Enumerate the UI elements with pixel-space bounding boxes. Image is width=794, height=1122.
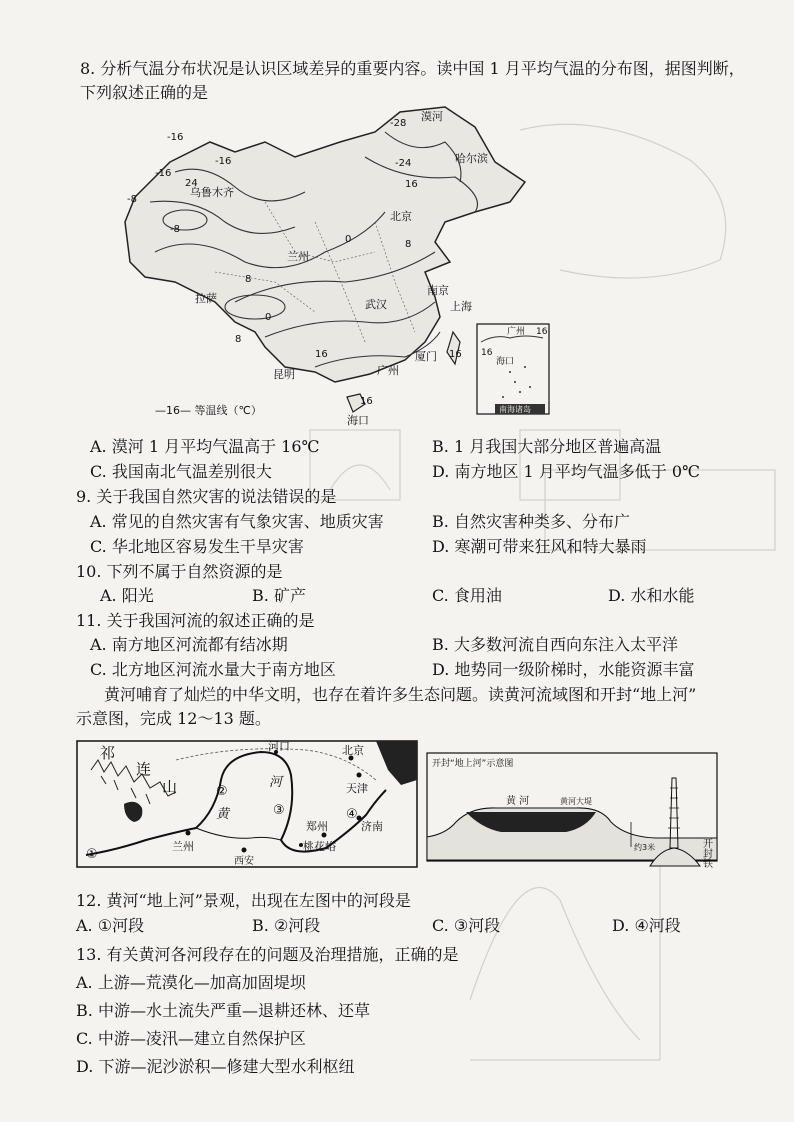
isotherm-value: -8 bbox=[127, 194, 137, 205]
option-text: 常见的自然灾害有气象灾害、地质灾害 bbox=[111, 512, 384, 531]
option-text: ②河段 bbox=[273, 916, 321, 935]
q8-option-d[interactable] bbox=[432, 461, 700, 483]
river-label: 黄 河 bbox=[506, 796, 530, 807]
q10-option-c[interactable] bbox=[432, 585, 502, 607]
city-label: 兰州 bbox=[287, 250, 309, 263]
option-letter: C. bbox=[76, 1029, 93, 1048]
option-text: 我国南北气温差别很大 bbox=[111, 462, 272, 481]
map-label: 祁 bbox=[100, 744, 116, 762]
option-text: 下游—泥沙淤积—修建大型水利枢纽 bbox=[98, 1057, 355, 1076]
map-label: 河口 bbox=[268, 740, 290, 753]
option-letter: C. bbox=[90, 462, 107, 481]
isotherm-value: -16 bbox=[167, 132, 184, 143]
option-letter: B. bbox=[252, 586, 269, 605]
option-letter: B. bbox=[432, 635, 449, 654]
isotherm-value: 8 bbox=[235, 334, 242, 345]
option-text: 华北地区容易发生干旱灾害 bbox=[111, 537, 304, 556]
svg-text:广州: 广州 bbox=[507, 327, 526, 337]
city-label: 厦门 bbox=[415, 350, 437, 363]
q11-option-b[interactable] bbox=[432, 634, 678, 656]
option-letter: C. bbox=[432, 586, 449, 605]
option-text: 南方地区 1 月平均气温多低于 0℃ bbox=[454, 462, 700, 481]
q11-option-c[interactable] bbox=[90, 659, 336, 681]
map-label: 连 bbox=[136, 760, 152, 778]
option-letter: D. bbox=[76, 1057, 94, 1076]
option-letter: A. bbox=[76, 973, 93, 992]
option-letter: B. bbox=[76, 1001, 93, 1020]
isotherm-value: 16 bbox=[360, 396, 373, 407]
isotherm-value: 16 bbox=[315, 349, 328, 360]
svg-text:南海诸岛: 南海诸岛 bbox=[499, 405, 531, 414]
q10-stem: 10. 下列不属于自然资源的是 bbox=[76, 562, 283, 581]
q10-option-a[interactable] bbox=[100, 585, 154, 607]
diagram-title: 开封“地上河”示意图 bbox=[432, 759, 514, 769]
city-label: 拉萨 bbox=[195, 292, 217, 305]
option-text: 南方地区河流都有结冰期 bbox=[111, 635, 288, 654]
q10-option-d[interactable] bbox=[608, 585, 694, 607]
map-label: 郑州 bbox=[306, 820, 328, 833]
isotherm-value: -16 bbox=[155, 168, 172, 179]
option-letter: A. bbox=[90, 512, 107, 531]
map-legend: —16— 等温线（℃） bbox=[155, 404, 262, 417]
isotherm-value: -16 bbox=[215, 156, 232, 167]
q12-option-a[interactable] bbox=[76, 915, 144, 937]
q8-stem-line2: 下列叙述正确的是 bbox=[80, 83, 209, 102]
china-map-svg bbox=[115, 102, 675, 432]
q9-stem: 9. 关于我国自然灾害的说法错误的是 bbox=[76, 487, 337, 506]
option-letter: D. bbox=[608, 586, 626, 605]
option-letter: A. bbox=[76, 916, 93, 935]
option-letter: C. bbox=[432, 916, 449, 935]
isotherm-value: 0 bbox=[345, 234, 352, 245]
option-text: ③河段 bbox=[453, 916, 501, 935]
intro-line1: 黄河哺育了灿烂的中华文明，也存在着许多生态问题。读黄河流域图和开封“地上河” bbox=[104, 685, 697, 704]
option-text: 阳光 bbox=[121, 586, 154, 605]
isotherm-value: 0 bbox=[265, 312, 272, 323]
q13-stem: 13. 有关黄河各河段存在的问题及治理措施，正确的是 bbox=[76, 945, 459, 964]
option-text: 地势同一级阶梯时，水能资源丰富 bbox=[454, 660, 695, 679]
option-letter: B. bbox=[432, 437, 449, 456]
q8-option-b[interactable] bbox=[432, 436, 661, 458]
option-letter: D. bbox=[432, 462, 450, 481]
river-section-marker-1: ① bbox=[86, 847, 98, 862]
q9-option-a[interactable] bbox=[90, 511, 384, 533]
city-label: 北京 bbox=[390, 210, 412, 223]
isotherm-value: -28 bbox=[390, 118, 407, 129]
map-label: 兰州 bbox=[172, 840, 194, 853]
q8-stem-line1: 8. 分析气温分布状况是认识区域差异的重要内容。读中国 1 月平均气温的分布图，据图判断， bbox=[80, 59, 745, 78]
svg-text:16: 16 bbox=[481, 348, 493, 358]
option-text: 寒潮可带来狂风和特大暴雨 bbox=[454, 537, 647, 556]
option-letter: D. bbox=[432, 537, 450, 556]
q11-option-a[interactable] bbox=[90, 634, 288, 656]
south-sea-inset bbox=[477, 324, 549, 414]
option-text: 上游—荒漠化—加高加固堤坝 bbox=[97, 973, 306, 992]
river-section-marker-2: ② bbox=[216, 784, 228, 799]
map-label: 黄 bbox=[216, 807, 230, 822]
option-letter: B. bbox=[432, 512, 449, 531]
svg-text:16: 16 bbox=[536, 327, 548, 337]
q13-option-b[interactable] bbox=[76, 1000, 370, 1022]
option-text: 水和水能 bbox=[630, 586, 695, 605]
tower-label: 开封铁塔 bbox=[700, 838, 712, 868]
isotherm-value: 24 bbox=[185, 178, 198, 189]
option-text: 北方地区河流水量大于南方地区 bbox=[111, 660, 336, 679]
option-letter: A. bbox=[90, 437, 107, 456]
isotherm-value: 16 bbox=[405, 179, 418, 190]
option-text: 矿产 bbox=[273, 586, 306, 605]
map-label: 天津 bbox=[346, 782, 368, 795]
q12-option-b[interactable] bbox=[252, 915, 320, 937]
option-text: 食用油 bbox=[453, 586, 502, 605]
option-letter: D. bbox=[432, 660, 450, 679]
q9-option-b[interactable] bbox=[432, 511, 630, 533]
option-text: 中游—凌汛—建立自然保护区 bbox=[97, 1029, 306, 1048]
option-letter: C. bbox=[90, 660, 107, 679]
isotherm-value: 16 bbox=[449, 349, 462, 360]
city-label: 武汉 bbox=[365, 298, 387, 311]
option-text: 漠河 1 月平均气温高于 16℃ bbox=[111, 437, 320, 456]
city-label: 昆明 bbox=[273, 368, 295, 381]
q13-option-a[interactable] bbox=[76, 972, 306, 994]
river-section-marker-3: ③ bbox=[273, 803, 285, 818]
option-text: ④河段 bbox=[634, 916, 681, 935]
q9-option-d[interactable] bbox=[432, 536, 646, 558]
isotherm-value: 8 bbox=[245, 274, 252, 285]
option-text: 中游—水土流失严重—退耕还林、还草 bbox=[97, 1001, 370, 1020]
option-letter: B. bbox=[252, 916, 269, 935]
q9-option-c[interactable] bbox=[90, 536, 304, 558]
q12-option-d[interactable] bbox=[612, 915, 681, 937]
svg-text:海口: 海口 bbox=[496, 357, 515, 367]
city-label: 乌鲁木齐 bbox=[190, 186, 234, 199]
china-temperature-map bbox=[115, 102, 675, 432]
city-label: 漠河 bbox=[421, 110, 443, 123]
q11-option-d[interactable] bbox=[432, 659, 694, 681]
map-label: 河 bbox=[269, 775, 283, 790]
q12-option-c[interactable] bbox=[432, 915, 500, 937]
option-letter: C. bbox=[90, 537, 107, 556]
river-section-marker-4: ④ bbox=[346, 807, 358, 822]
city-label: 海口 bbox=[347, 414, 369, 427]
height-label: 约3米 bbox=[634, 843, 656, 852]
map-label: 北京 bbox=[342, 744, 364, 757]
dike-label: 黄河大堤 bbox=[560, 797, 592, 806]
iron-tower-icon bbox=[640, 768, 740, 868]
city-label: 南京 bbox=[427, 284, 449, 297]
option-letter: A. bbox=[100, 586, 117, 605]
q12-stem: 12. 黄河“地上河”景观，出现在左图中的河段是 bbox=[76, 891, 411, 910]
isotherm-value: -24 bbox=[395, 158, 412, 169]
q13-option-c[interactable] bbox=[76, 1028, 306, 1050]
yellow-river-map-svg bbox=[76, 740, 418, 868]
city-label: 上海 bbox=[450, 300, 472, 313]
isotherm-value: 8 bbox=[405, 239, 412, 250]
map-label: 西安 bbox=[234, 856, 254, 867]
map-label: 济南 bbox=[361, 820, 383, 833]
q13-option-d[interactable] bbox=[76, 1056, 354, 1078]
option-letter: D. bbox=[612, 916, 630, 935]
q11-stem: 11. 关于我国河流的叙述正确的是 bbox=[76, 611, 315, 630]
option-letter: A. bbox=[90, 635, 107, 654]
option-text: 大多数河流自西向东注入太平洋 bbox=[453, 635, 678, 654]
city-label: 广州 bbox=[377, 364, 399, 377]
q8-option-a[interactable] bbox=[90, 436, 319, 458]
q8-option-c[interactable] bbox=[90, 461, 272, 483]
intro-line2: 示意图，完成 12～13 题。 bbox=[76, 709, 271, 728]
city-label: 哈尔滨 bbox=[455, 152, 488, 165]
isotherm-value: -8 bbox=[170, 224, 180, 235]
option-text: 自然灾害种类多、分布广 bbox=[453, 512, 630, 531]
map-label: 山 bbox=[162, 778, 178, 796]
yellow-river-map bbox=[76, 740, 418, 868]
option-text: 1 月我国大部分地区普遍高温 bbox=[453, 437, 662, 456]
q10-option-b[interactable] bbox=[252, 585, 306, 607]
kaifeng-tower-illustration bbox=[640, 768, 740, 868]
map-label: 桃花峪 bbox=[303, 840, 336, 853]
option-text: ①河段 bbox=[97, 916, 145, 935]
